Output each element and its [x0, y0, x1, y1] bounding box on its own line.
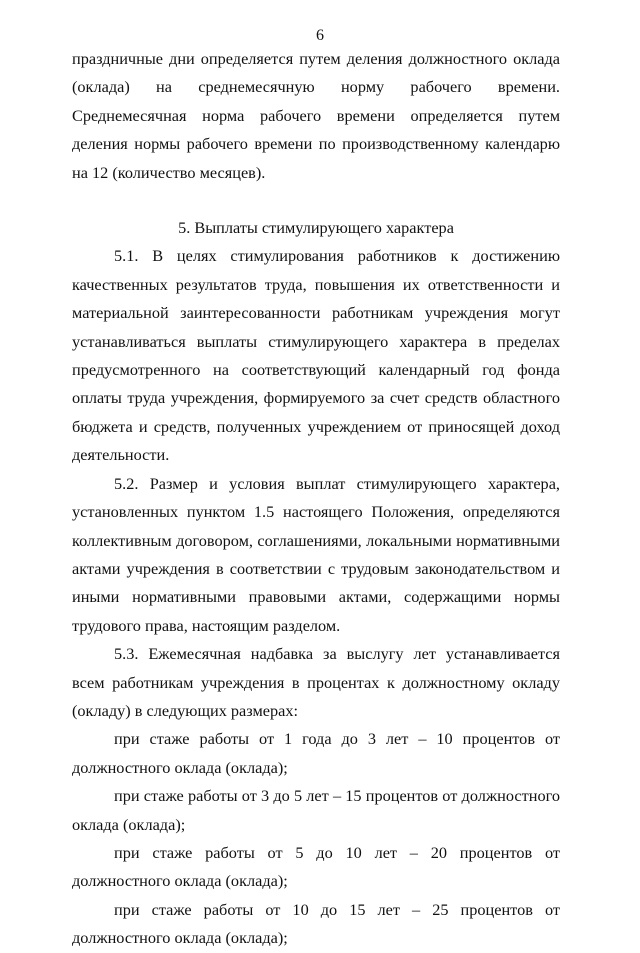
paragraph-5-3: 5.3. Ежемесячная надбавка за выслугу лет устанавливается всем работникам учреждения в процентах к должностному окладу (окладу) в следующих размерах: — [72, 644, 560, 720]
document-body — [72, 45, 560, 953]
list-item: при стаже работы от 3 до 5 лет – 15 процентов от должностного оклада (оклада); — [72, 786, 560, 834]
page-number: 6 — [316, 27, 324, 44]
list-item: при стаже работы от 10 до 15 лет – 25 процентов от должностного оклада (оклада); — [72, 899, 560, 948]
list-item: при стаже работы от 5 до 10 лет – 20 процентов от должностного оклада (оклада); — [72, 842, 560, 891]
section-heading: 5. Выплаты стимулирующего характера — [178, 218, 454, 238]
list-item: при стаже работы от 1 года до 3 лет – 10 процентов от должностного оклада (оклада); — [72, 729, 560, 777]
paragraph-5-1: 5.1. В целях стимулирования работников к достижению качественных результатов труда, повышения их ответственности и материальной заинтересованности работникам учреждения могут устанавливаться выплаты стимулирующего характера в пределах предусмотренного на соответствующий календарный год фонда оплаты труда учреждения, формируемого за счет средств областного бюджета и средств, полученных учреждением от приносящей доход деятельности. — [72, 246, 560, 465]
paragraph-continuation: праздничные дни определяется путем деления должностного оклада (оклада) на среднемесячную норму рабочего времени. Среднемесячная норма рабочего времени определяется путем деления нормы рабочего времени по производственному календарю на 12 (количество месяцев). — [72, 49, 560, 182]
paragraph-5-2: 5.2. Размер и условия выплат стимулирующего характера, установленных пунктом 1.5 настоящего Положения, определяются коллективным договором, соглашениями, локальными нормативными актами учреждения в соответствии с трудовым законодательством и иными нормативными правовыми актами, содержащими нормы трудового права, настоящим разделом. — [72, 473, 560, 635]
